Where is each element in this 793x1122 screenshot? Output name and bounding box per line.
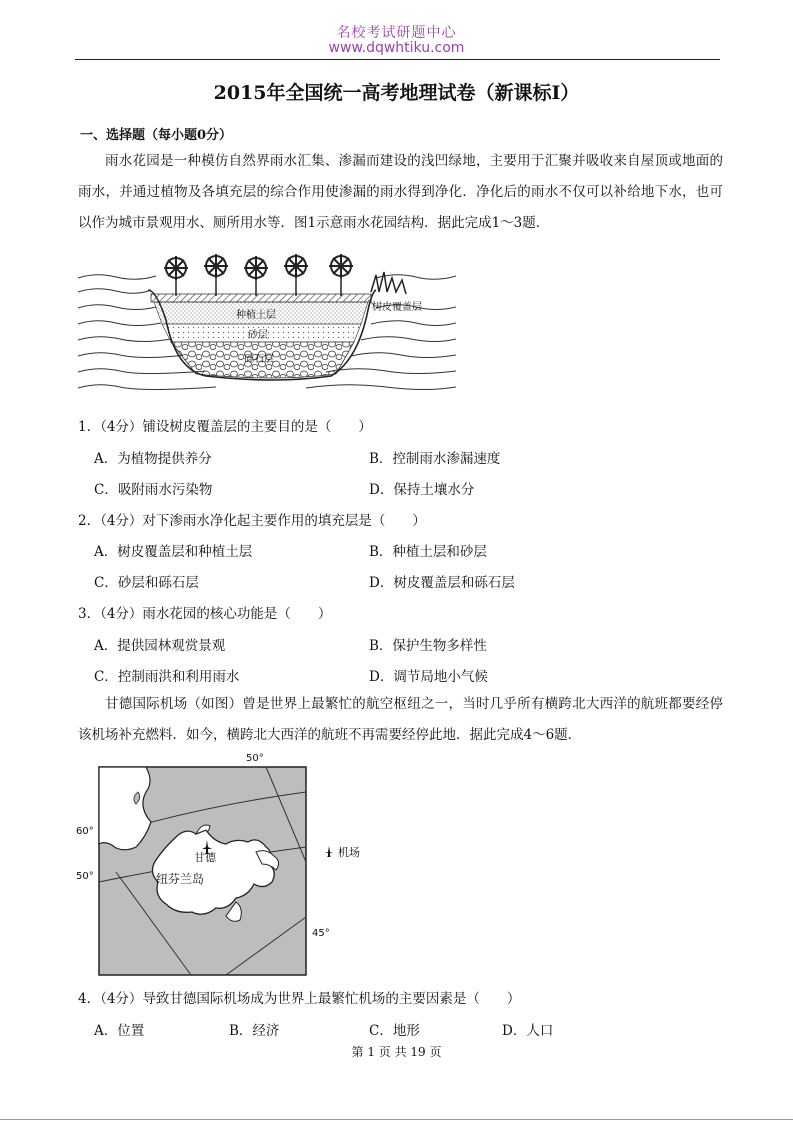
q2-option-c[interactable]: C．砂层和砾石层 [94, 575, 199, 591]
label-newfoundland: 纽芬兰岛 [156, 872, 205, 886]
q1-option-a[interactable]: A．为植物提供养分 [94, 451, 212, 467]
label-lat-50: 50° [76, 871, 94, 882]
q3-option-d[interactable]: D．调节局地小气候 [369, 669, 488, 685]
question-2-stem: 2．（4分）对下渗雨水净化起主要作用的填充层是（ ） [78, 513, 426, 529]
label-gravel-layer: 砾石层 [244, 354, 274, 365]
q1-option-c[interactable]: C．吸附雨水污染物 [94, 482, 213, 498]
label-lon-50-top: 50° [246, 753, 264, 764]
label-lon-45: 45° [312, 928, 330, 939]
rain-garden-figure [76, 250, 456, 395]
label-sand-layer: 砂层 [248, 330, 268, 341]
section-heading: 一、选择题（每小题0分） [80, 128, 233, 143]
page-footer: 第 1 页 共 19 页 [351, 1045, 442, 1059]
passage-gander-airport: 甘德国际机场（如图）曾是世界上最繁忙的航空枢纽之一，当时几乎所有横跨北大西洋的航班都要经停该机场补充燃料．如今，横跨北大西洋的航班不再需要经停此地．据此完成4～6题． [78, 696, 723, 743]
q4-option-b[interactable]: B．经济 [229, 1023, 280, 1039]
q3-option-c[interactable]: C．控制雨洪和利用雨水 [94, 669, 240, 685]
bottom-rule [0, 1119, 793, 1120]
q2-option-b[interactable]: B．种植土层和砂层 [369, 544, 487, 560]
label-planting-soil: 种植土层 [236, 310, 276, 321]
q4-option-d[interactable]: D．人口 [502, 1023, 554, 1039]
q2-option-d[interactable]: D．树皮覆盖层和砾石层 [369, 575, 515, 591]
legend-airport-label: 机场 [338, 846, 360, 859]
paper-title: 2015年全国统一高考地理试卷（新课标Ⅰ） [213, 82, 580, 104]
q3-option-b[interactable]: B．保护生物多样性 [369, 638, 487, 654]
q1-option-b[interactable]: B．控制雨水渗漏速度 [369, 451, 501, 467]
label-gander: 甘德 [194, 851, 216, 864]
header-site-url[interactable]: www.dqwhtiku.com [328, 40, 465, 56]
header-rule [75, 59, 720, 60]
passage-rain-garden: 雨水花园是一种模仿自然界雨水汇集、渗漏而建设的浅凹绿地，主要用于汇聚并吸收来自屋顶或地面的雨水，并通过植物及各填充层的综合作用使渗漏的雨水得到净化．净化后的雨水不仅可以补给地下水，也可以作为城市景观用水、厕所用水等．图1示意雨水花园结构．据此完成1～3题． [78, 153, 723, 231]
q4-option-c[interactable]: C．地形 [369, 1023, 420, 1039]
question-3-stem: 3．（4分）雨水花园的核心功能是（ ） [78, 606, 332, 622]
q1-option-d[interactable]: D．保持土壤水分 [369, 482, 475, 498]
label-lat-60: 60° [76, 826, 94, 837]
q3-option-a[interactable]: A．提供园林观赏景观 [94, 638, 226, 654]
label-bark-layer: 树皮覆盖层 [372, 302, 422, 313]
question-4-stem: 4．（4分）导致甘德国际机场成为世界上最繁忙机场的主要因素是（ ） [78, 991, 521, 1007]
gander-map [76, 752, 376, 982]
q4-option-a[interactable]: A．位置 [94, 1023, 145, 1039]
q2-option-a[interactable]: A．树皮覆盖层和种植土层 [94, 544, 253, 560]
airport-icon [325, 846, 333, 857]
header-site-name: 名校考试研题中心 [336, 25, 457, 41]
question-1-stem: 1．（4分）铺设树皮覆盖层的主要目的是（ ） [78, 419, 372, 435]
